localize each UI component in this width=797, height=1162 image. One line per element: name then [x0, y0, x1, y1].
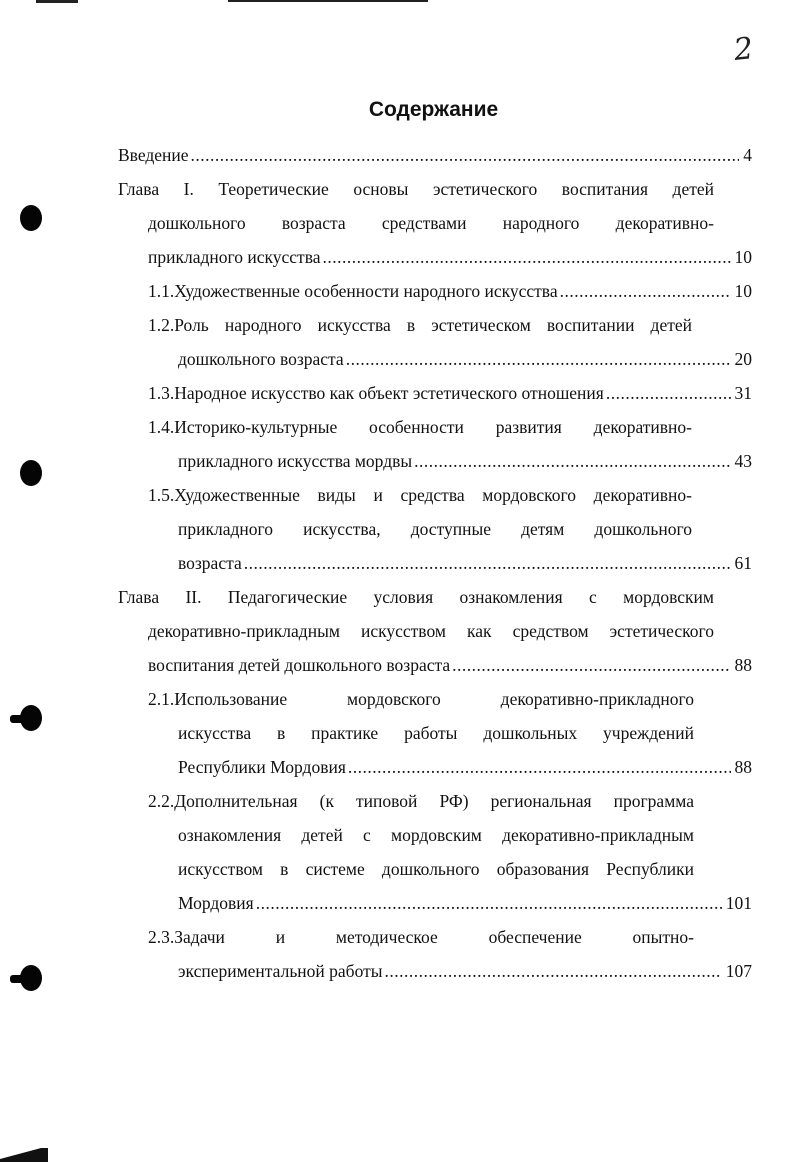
toc-entry-section-1-4[interactable]: 1.4.Историко-культурные особенности развития декоративно- — [148, 417, 692, 437]
toc-entry-section-1-1[interactable] — [148, 274, 752, 308]
toc-page-number: 61 — [734, 553, 752, 573]
dot-leader — [385, 954, 722, 988]
toc-page-number: 20 — [734, 349, 752, 369]
toc-entry-section-2-2-cont: ознакомления детей с мордовским декоративно-прикладным — [178, 825, 694, 845]
toc-entry-section-1-2-end — [178, 342, 752, 376]
toc-entry-section-2-3-end — [178, 954, 752, 988]
toc-entry-chapter-2[interactable]: Глава II. Педагогические условия ознакомления с мордовским — [118, 587, 714, 607]
page-title: Содержание — [368, 98, 499, 121]
dot-leader — [414, 444, 730, 478]
toc-page-number: 88 — [734, 655, 752, 675]
toc-entry-section-2-2-cont: искусством в системе дошкольного образования Республики — [178, 859, 694, 879]
toc-entry-text: 1.3.Народное искусство как объект эстетического отношения — [148, 383, 604, 403]
toc-entry-section-2-2[interactable]: 2.2.Дополнительная (к типовой РФ) региональная программа — [148, 791, 694, 811]
toc-entry-chapter-1-end — [148, 240, 752, 274]
toc-entry-text: 1.1.Художественные особенности народного искусства — [148, 281, 558, 301]
toc-entry-chapter-2-end — [148, 648, 752, 682]
toc-entry-chapter-1[interactable]: Глава I. Теоретические основы эстетического воспитания детей — [118, 179, 714, 199]
toc-entry-chapter-2-cont: декоративно-прикладным искусством как средством эстетического — [148, 621, 714, 641]
dot-leader — [560, 274, 731, 308]
toc-entry-section-2-1[interactable]: 2.1.Использование мордовского декоративно-прикладного — [148, 689, 694, 709]
toc-page-number: 10 — [734, 281, 752, 301]
toc-entry-text: Введение — [118, 145, 189, 165]
toc-entry-text: прикладного искусства мордвы — [178, 451, 413, 471]
dot-leader — [348, 750, 731, 784]
toc-page-number: 4 — [743, 145, 752, 165]
toc-page-number: 107 — [725, 961, 752, 981]
toc-entry-text: Мордовия — [178, 893, 254, 913]
toc-page-number: 43 — [734, 451, 752, 471]
toc-entry-section-2-3[interactable]: 2.3.Задачи и методическое обеспечение опытно- — [148, 927, 694, 947]
toc-entry-section-1-5-end — [178, 546, 752, 580]
toc-entry-section-1-2[interactable]: 1.2.Роль народного искусства в эстетическом воспитании детей — [148, 315, 692, 335]
toc-page-number: 88 — [734, 757, 752, 777]
handwritten-page-number: 2 — [732, 31, 755, 68]
toc-entry-section-1-4-end — [178, 444, 752, 478]
toc-entry-intro[interactable] — [118, 138, 752, 172]
toc-entry-section-2-1-cont: искусства в практике работы дошкольных учреждений — [178, 723, 694, 743]
toc-entry-chapter-1-cont: дошкольного возраста средствами народного декоративно- — [148, 213, 714, 233]
dot-leader — [323, 240, 731, 274]
toc-entry-text: Республики Мордовия — [178, 757, 346, 777]
toc-entry-text: дошкольного возраста — [178, 349, 344, 369]
dot-leader — [606, 376, 731, 410]
toc-page-number: 31 — [734, 383, 752, 403]
dot-leader — [256, 886, 722, 920]
toc-entry-text: воспитания детей дошкольного возраста — [148, 655, 451, 675]
toc-entry-text: прикладного искусства — [148, 247, 321, 267]
dot-leader — [452, 648, 730, 682]
dot-leader — [244, 546, 731, 580]
toc-page-number: 101 — [725, 893, 752, 913]
dot-leader — [346, 342, 731, 376]
dot-leader — [191, 138, 740, 172]
toc-entry-text: возраста — [178, 553, 242, 573]
toc-entry-section-1-5[interactable]: 1.5.Художественные виды и средства мордовского декоративно- — [148, 485, 692, 505]
toc-page-number: 10 — [734, 247, 752, 267]
toc-entry-section-1-5-cont: прикладного искусства, доступные детям дошкольного — [178, 519, 692, 539]
toc-entry-section-1-3[interactable] — [148, 376, 752, 410]
toc-entry-section-2-2-end — [178, 886, 752, 920]
toc-entry-section-2-1-end — [178, 750, 752, 784]
toc-entry-text: экспериментальной работы — [178, 961, 383, 981]
